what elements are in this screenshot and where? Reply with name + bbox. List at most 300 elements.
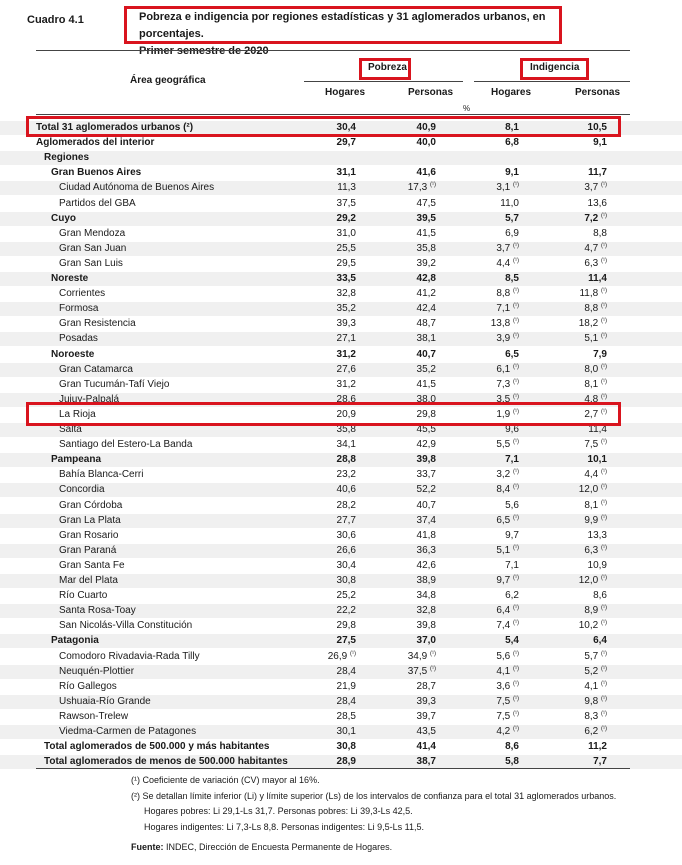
footnotes [131,773,651,835]
cv-footnote-mark: (¹) [513,257,519,264]
pobreza-personas-cell [376,740,436,754]
row-label: Gran Santa Fe [59,559,125,571]
cell-value: 35,2 [336,303,356,315]
cell-value: 8,6 [593,590,607,602]
indigencia-personas-cell [547,695,607,709]
pobreza-personas-cell [376,227,436,241]
pobreza-personas-cell [376,136,436,150]
pobreza-hogares-cell [296,212,356,226]
cell-value: 22,2 [336,605,356,617]
cell-value: 31,1 [336,167,356,179]
cv-footnote-mark: (¹) [601,303,607,310]
table-row [0,650,682,664]
table-row [0,740,682,754]
cell-value: 7,3 [496,378,511,390]
indigencia-hogares-cell [459,227,519,241]
table-title [139,9,559,60]
cell-value: 33,5 [336,273,356,284]
indigencia-personas-cell [547,710,607,724]
indigencia-personas-cell [547,634,607,648]
cell-value: 34,8 [416,590,436,602]
indigencia-personas-cell [547,559,607,573]
cv-footnote-mark: (¹) [513,439,519,446]
table-row [0,559,682,573]
cv-footnote-mark: (¹) [513,514,519,521]
cell-value: 7,1 [505,559,519,571]
indigencia-hogares-cell [459,483,519,497]
table-row [0,453,682,467]
row-label: Formosa [59,303,99,315]
pobreza-personas-cell [376,499,436,513]
cell-value: 41,4 [416,741,436,753]
cell-value: 28,6 [336,393,356,405]
source-note [131,842,392,852]
cv-footnote-mark: (¹) [513,408,519,415]
cell-value: 7,9 [593,348,607,360]
cv-footnote-mark: (¹) [513,575,519,581]
indigencia-personas-cell [547,332,607,346]
table-row [0,710,682,724]
cv-footnote-mark: (¹) [601,605,607,612]
source-label: Fuente: [131,842,164,852]
indigencia-personas-cell [547,272,607,286]
cell-value: 3,7 [584,182,599,194]
table-row [0,363,682,377]
row-label: Noroeste [51,348,95,360]
table-row [0,695,682,709]
indigencia-header: Indigencia [530,62,580,73]
cell-value: 1,9 [496,408,511,420]
cell-value: 41,5 [416,227,436,239]
row-label: Comodoro Rivadavia-Rada Tilly [59,650,200,662]
pobreza-hogares-cell [296,725,356,739]
row-label: Noreste [51,273,89,284]
cell-value: 39,5 [416,212,436,224]
cell-value: 8,1 [584,378,599,390]
pobreza-hogares-cell [296,619,356,633]
cv-footnote-mark: (¹) [601,212,607,219]
cell-value: 6,4 [496,605,511,617]
pobreza-personas-cell [376,363,436,377]
cell-value: 40,7 [416,348,436,360]
pobreza-personas-cell [376,317,436,331]
pobreza-personas-cell [376,634,436,648]
indigencia-hogares-cell [459,348,519,362]
cell-value: 35,8 [416,242,436,254]
pobreza-hogares-cell [296,302,356,316]
indigencia-hogares-cell [459,332,519,346]
cell-value: 37,5 [407,665,428,677]
footnote-2-pobres: Hogares pobres: Li 29,1-Ls 31,7. Personas pobres: Li 39,3-Ls 42,5. [144,806,413,816]
cell-value: 28,2 [336,499,356,511]
cell-value: 38,0 [416,393,436,405]
cell-value: 9,6 [505,424,519,435]
indigencia-hogares-cell [459,242,519,256]
cv-footnote-mark: (¹) [513,620,519,627]
indigencia-personas-cell [547,438,607,452]
cell-value: 13,8 [490,318,511,330]
cell-value: 3,6 [496,680,511,692]
row-label: Santiago del Estero-La Banda [59,439,193,451]
indigencia-hogares-cell [459,725,519,739]
cv-footnote-mark: (¹) [601,393,607,400]
cell-value: 52,2 [416,484,436,496]
cell-value: 41,8 [416,529,436,541]
pobreza-personas-cell [376,348,436,362]
source-text: INDEC, Dirección de Encuesta Permanente de Hogares. [163,842,393,852]
cell-value: 30,8 [336,741,356,753]
indigencia-hogares-cell [459,363,519,377]
cell-value: 40,0 [416,137,436,149]
indigencia-hogares-cell [459,604,519,618]
title-line-1: Pobreza e indigencia por regiones estadísticas y 31 aglomerados urbanos, en porcentajes. [139,11,546,40]
row-label: Gran Paraná [59,544,117,556]
cv-footnote-mark: (¹) [601,680,607,687]
cell-value: 8,8 [584,303,599,315]
cell-value: 4,4 [584,469,599,481]
pobreza-hogares-cell [296,242,356,256]
table-row [0,302,682,316]
cell-value: 4,7 [584,242,599,254]
indigencia-personas-cell [547,740,607,754]
cell-value: 42,9 [416,439,436,451]
pobreza-hogares-cell [296,665,356,679]
cell-value: 42,6 [416,559,436,571]
indigencia-hogares-cell [459,272,519,286]
cell-value: 39,8 [416,454,436,466]
row-label: Gran Buenos Aires [51,167,142,179]
row-label: Posadas [59,333,98,345]
table-row [0,257,682,271]
cv-footnote-mark: (¹) [601,650,607,657]
cell-value: 31,0 [336,227,356,239]
cell-value: 9,7 [505,529,519,541]
indigencia-hogares-cell [459,181,519,195]
cell-value: 38,1 [416,333,436,345]
cell-value: 41,5 [416,378,436,390]
cell-value: 39,7 [416,710,436,722]
table-row [0,287,682,301]
pobreza-personas-cell [376,665,436,679]
pobreza-hogares-cell [296,257,356,271]
table-row [0,725,682,739]
pobreza-personas-cell [376,589,436,603]
indigencia-personas-cell [547,166,607,180]
pobreza-span-rule [304,81,463,82]
cell-value: 13,3 [587,529,607,541]
cv-footnote-mark: (¹) [601,257,607,264]
table-row [0,634,682,648]
cell-value: 6,8 [505,137,519,149]
row-label: Total aglomerados de 500.000 y más habitantes [44,741,270,753]
cell-value: 36,3 [416,544,436,556]
row-label: Regiones [44,152,90,164]
pobreza-hogares-cell [296,378,356,392]
cell-value: 29,8 [416,408,436,420]
cell-value: 29,7 [336,137,356,149]
cv-footnote-mark: (¹) [601,499,607,506]
row-label: Viedma-Carmen de Patagones [59,726,197,737]
row-label: Gran Catamarca [59,363,133,375]
indigencia-personas-cell [547,529,607,543]
row-label: Gran Resistencia [59,318,136,330]
indigencia-hogares-cell [459,619,519,633]
cell-value: 8,8 [593,227,607,239]
indigencia-hogares-cell [459,378,519,392]
table-row [0,317,682,331]
cell-value: 39,3 [416,695,436,707]
table-row [0,438,682,452]
cell-value: 45,5 [416,424,436,435]
pobreza-personas-cell [376,544,436,558]
cell-value: 27,7 [336,514,356,526]
cell-value: 47,5 [416,197,436,209]
indigencia-personas-cell [547,317,607,331]
cv-footnote-mark: (¹) [601,378,607,385]
pobreza-hogares-cell [296,317,356,331]
indigencia-hogares-cell [459,710,519,724]
la-rioja-row-highlight-box [26,402,621,426]
pobreza-hogares-cell [296,136,356,150]
cell-value: 5,1 [496,544,511,556]
cell-value: 28,8 [336,454,356,466]
indigencia-personas-cell [547,257,607,271]
indigencia-personas-cell [547,197,607,211]
table-row [0,619,682,633]
cell-value: 30,4 [336,122,356,133]
pobreza-personas-cell [376,695,436,709]
cv-footnote-mark: (¹) [513,363,519,370]
cell-value: 28,4 [336,695,356,707]
cell-value: 30,8 [336,575,356,586]
cell-value: 7,7 [593,756,607,768]
indigencia-hogares-cell [459,499,519,513]
cell-value: 43,5 [416,726,436,737]
row-label: Patagonia [51,635,99,647]
cell-value: 33,7 [416,469,436,481]
cv-footnote-mark: (¹) [513,469,519,476]
pobreza-personas-cell [376,559,436,573]
cell-value: 28,5 [336,710,356,722]
cell-value: 30,6 [336,529,356,541]
pobreza-personas-cell [376,287,436,301]
cell-value: 37,5 [336,197,356,209]
cv-footnote-mark: (¹) [513,680,519,687]
cv-footnote-mark: (¹) [601,242,607,249]
pobreza-hogares-cell [296,332,356,346]
row-label: La Rioja [59,408,96,420]
table-row [0,136,682,150]
cell-value: 39,8 [416,620,436,632]
row-label: Gran San Juan [59,242,127,254]
cv-footnote-mark: (¹) [513,378,519,385]
cell-value: 9,8 [584,695,599,707]
row-label: Pampeana [51,454,102,466]
cell-value: 3,7 [496,242,511,254]
pobreza-hogares-cell [296,634,356,648]
row-label: Neuquén-Plottier [59,665,135,677]
cv-footnote-mark: (¹) [601,726,607,732]
cv-footnote-mark: (¹) [430,665,436,672]
cell-value: 6,1 [496,363,511,375]
indigencia-personas-cell [547,302,607,316]
cell-value: 7,1 [496,303,511,315]
indigencia-hogares-cell [459,514,519,528]
cv-footnote-mark: (¹) [601,710,607,717]
pobreza-personas-cell [376,680,436,694]
indigencia-hogares-cell [459,136,519,150]
cell-value: 5,7 [584,650,599,662]
row-label: Ushuaia-Río Grande [59,695,151,707]
pobreza-personas-cell [376,302,436,316]
pobreza-personas-cell [376,514,436,528]
table-row [0,166,682,180]
table-row [0,499,682,513]
cell-value: 3,2 [496,469,511,481]
indigencia-hogares-cell [459,665,519,679]
cell-value: 31,2 [336,378,356,390]
cell-value: 6,9 [505,227,519,239]
pobreza-personas-cell [376,529,436,543]
pobreza-hogares-cell [296,589,356,603]
pobreza-hogares-cell [296,529,356,543]
cv-footnote-mark: (¹) [601,514,607,521]
cell-value: 8,5 [505,273,519,284]
cell-value: 28,7 [416,680,436,692]
row-label: Concordia [59,484,105,496]
pobreza-hogares-cell [296,363,356,377]
cv-footnote-mark: (¹) [601,544,607,551]
table-row [0,151,682,165]
cell-value: 40,9 [416,122,436,133]
table-row [0,574,682,588]
cell-value: 4,4 [496,257,511,269]
cell-value: 31,2 [336,348,356,360]
footnote-2-indigentes: Hogares indigentes: Li 7,3-Ls 8,8. Personas indigentes: Li 9,5-Ls 11,5. [144,821,425,832]
indigencia-personas-cell [547,287,607,301]
pobreza-hogares-cell [296,348,356,362]
indigencia-personas-cell [547,227,607,241]
row-label: Salta [59,424,82,435]
pobreza-hogares-cell [296,680,356,694]
cell-value: 7,4 [496,620,511,632]
row-label: Gran Mendoza [59,227,126,239]
cell-value: 11,7 [588,167,607,179]
cv-footnote-mark: (¹) [513,303,519,310]
indigencia-hogares-cell [459,166,519,180]
cell-value: 7,2 [584,212,599,224]
cell-value: 13,6 [587,197,607,209]
cell-value: 10,1 [587,454,607,466]
cell-value: 17,3 [407,182,428,194]
indigencia-hogares-cell [459,544,519,558]
row-label: Cuyo [51,212,76,224]
cell-value: 38,9 [416,575,436,586]
indigencia-hogares-cell [459,317,519,331]
cell-value: 8,9 [584,605,599,617]
cv-footnote-mark: (¹) [601,620,607,627]
cell-value: 5,8 [505,756,519,768]
cell-value: 41,2 [416,288,436,300]
header-bottom-rule [36,114,630,115]
cell-value: 28,9 [336,756,356,768]
cell-value: 29,2 [336,212,356,224]
pobreza-personas-cell [376,242,436,256]
cv-footnote-mark: (¹) [601,695,607,702]
pobreza-hogares-cell [296,544,356,558]
cell-value: 8,1 [505,122,519,133]
pobreza-hogares-cell [296,197,356,211]
indigencia-personas-header: Personas [575,87,621,98]
cell-value: 6,5 [505,348,519,360]
cv-footnote-mark: (¹) [601,363,607,370]
indigencia-personas-cell [547,680,607,694]
cell-value: 10,9 [587,559,607,571]
pobreza-personas-cell [376,604,436,618]
table-row [0,483,682,497]
indigencia-hogares-cell [459,650,519,664]
table-row [0,514,682,528]
cv-footnote-mark: (¹) [513,605,519,612]
cv-footnote-mark: (¹) [601,333,607,340]
pobreza-personas-cell [376,332,436,346]
row-label: Ciudad Autónoma de Buenos Aires [59,182,215,194]
pobreza-hogares-cell [296,438,356,452]
indigencia-hogares-cell [459,212,519,226]
cv-footnote-mark: (¹) [513,726,519,732]
indigencia-hogares-cell [459,740,519,754]
cell-value: 18,2 [578,318,599,330]
cv-footnote-mark: (¹) [601,484,607,491]
cell-value: 39,3 [336,318,356,330]
row-label: Total 31 aglomerados urbanos (²) [36,122,194,133]
table-row [0,181,682,195]
cell-value: 5,4 [505,635,519,647]
indigencia-hogares-cell [459,302,519,316]
indigencia-hogares-cell [459,438,519,452]
pobreza-personas-cell [376,619,436,633]
indigencia-personas-cell [547,574,607,588]
table-row [0,197,682,211]
pobreza-hogares-cell [296,453,356,467]
row-label: Río Gallegos [59,680,117,692]
indigencia-hogares-cell [459,574,519,588]
cv-footnote-mark: (¹) [601,288,607,295]
cv-footnote-mark: (¹) [601,408,607,415]
indigencia-hogares-cell [459,197,519,211]
cell-value: 8,6 [505,741,519,753]
table-row [0,665,682,679]
indigencia-hogares-cell [459,589,519,603]
pobreza-hogares-cell [296,181,356,195]
cell-value: 25,5 [336,242,356,254]
indigencia-personas-cell [547,363,607,377]
cell-value: 10,2 [578,620,599,632]
pobreza-hogares-cell [296,499,356,513]
cell-value: 9,9 [584,514,599,526]
indigencia-hogares-cell [459,559,519,573]
indigencia-personas-cell [547,514,607,528]
table-row [0,348,682,362]
pobreza-hogares-cell [296,695,356,709]
cv-footnote-mark: (¹) [513,288,519,295]
pobreza-personas-cell [376,272,436,286]
cell-value: 27,5 [336,635,356,647]
pobreza-personas-cell [376,181,436,195]
table-row [0,227,682,241]
pobreza-hogares-cell [296,559,356,573]
table-row [0,544,682,558]
